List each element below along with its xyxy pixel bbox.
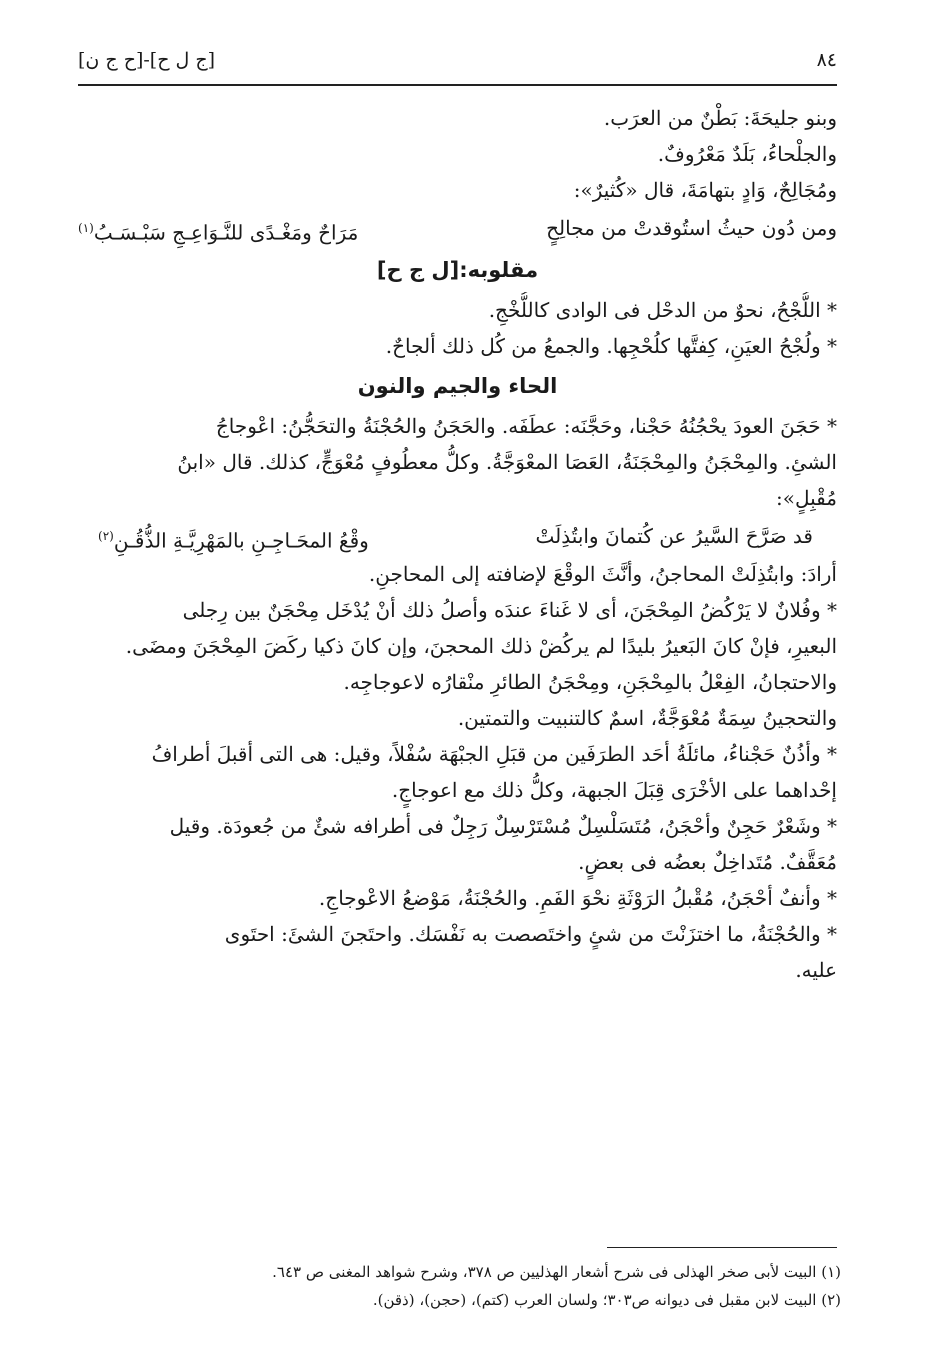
text-line: أرادَ: وابتُذِلَتْ المحاجنُ، وأنَّثَ الوقْعَ لإضافته إلى المحاجنِ. (368, 562, 837, 586)
footnote: (١) البيت لأبى صخر الهذلى فى شرح أشعار الهذليين ص ٣٧٨، وشرح شواهد المغنى ص ٦٤٣. (272, 1263, 841, 1281)
footnote: (٢) البيت لابن مقبل فى ديوانه ص٣٠٣؛ ولسان العرب (كتم)، (حجن)، (ذقن). (372, 1291, 841, 1309)
verse-hemistich-second (78, 208, 358, 248)
header-rule (78, 84, 837, 86)
text-line: * حَجَنَ العودَ يحْجُنُهُ حَجْنا، وحَجَّنَه: عطَفَه. والحَجَنُ والحُجْنَةُ والتحَجُّنُ: اعْوجاجُ (215, 414, 837, 438)
text-line: والاحتجانُ، الفِعْلُ بالمِحْجَنِ، ومِحْجَنُ الطائرِ منْقارُه لاعوجاجِه. (343, 670, 837, 694)
verse-line (78, 516, 837, 556)
text-line: * وفُلانٌ لا يَرْكُضُ المِحْجَنَ، أى لا غَناءَ عندَه وأصلُ ذلك أنْ يُدْخَل مِحْجَنٌ بين رِجلى (182, 598, 837, 622)
text-line: والجلْحاءُ، بَلَدٌ مَعْرُوفٌ. (657, 142, 837, 166)
page-header (78, 42, 837, 78)
verse-hemistich-second (98, 516, 369, 556)
footnote-marker: (٢) (98, 529, 114, 543)
footnote-rule (607, 1247, 837, 1248)
text-line: الشئِ. والمِحْجَنُ والمِحْجَنَةُ، العَصَا المعْوَجَّةُ. وكلُّ معطُوفٍ مُعْوَجٍّ، كذلك. قال «ابنُ (177, 450, 837, 474)
text-line: والتحجينُ سِمَةٌ مُعْوَجَّةٌ، اسمٌ كالتنبيت والتمتين. (457, 706, 837, 730)
text-line: * وشَعْرٌ حَجِنٌ وأحْجَنُ، مُتَسَلْسِلٌ مُسْتَرْسِلٌ رَجِلٌ فى أطرافه شئٌ من جُعودَة. وقيل (169, 814, 837, 838)
section-heading: الحاء والجيم والنون (357, 374, 558, 398)
page-number: ٨٤ (816, 49, 837, 71)
text-line: * وأذُنٌ حَجْناءُ، مائلَةُ أحَد الطرَفَين من قبَلِ الجبْهَة سُفْلاً، وقيل: هى التى أقبلَ أطرافُ (151, 742, 837, 766)
running-head: [ج ل ح]-[ح ج ن] (78, 49, 216, 71)
text-line: ومُجَالِحٌ، وَادٍ بتهامَةَ، قال «كُثيرٌ»: (573, 178, 837, 202)
verse-hemistich-first: قد صَرَّحَ السَّيرُ عن كُتمانَ وابتُذِلَتْ (535, 524, 813, 548)
verse-hemistich-first: ومن دُون حيثُ استُوقدتْ من مجالِحٍ (546, 216, 837, 240)
text-line: * وأنفٌ أحْجَنُ، مُقْبلُ الرَوْثَةِ نحْوَ الفَمِ. والحُجْنَةُ، مَوْضعُ الاعْوجاجِ. (318, 886, 837, 910)
text-line: البعيرِ، فإنْ كانَ البَعيرُ بليدًا لم يركُضْ ذلك المحجنَ، وإن كانَ ذكيا ركَضَ المِحْجَنَ ومضَى. (125, 634, 837, 658)
section-heading: مقلوبه:[ل ج ح] (376, 258, 539, 282)
footnote-marker: (١) (78, 221, 94, 235)
text-line: * ولُجْحُ العيَنِ، كِفتَّها كلُحْجِها. والجمعُ من كُل ذلك ألجاحٌ. (385, 334, 837, 358)
verse-line (78, 208, 837, 248)
main-text (78, 100, 837, 988)
text-line: عليه. (795, 958, 837, 982)
text-line: * والحُجْنَةُ، ما اختزَنْتَ من شئٍ واختَصصت به نَفْسَك. واحتَجنَ الشئَ: احتَوى (224, 922, 837, 946)
verse-hemistich-text: مَرَاحٌ ومَغْـدًى للنَّـوَاعِـجِ سَبْـسَـبُ (93, 220, 359, 245)
text-line: إحْداهما على الأخْرَى قِبَلَ الجبهة، وكلُّ ذلك مع اعوجاجٍ. (391, 778, 837, 802)
text-line: * اللُّجْحُ، نحوٌ من الدحْل فى الوادى كاللُّخْجِ. (488, 298, 837, 322)
verse-hemistich-text: وقْعُ المحَـاجِـنِ بالمَهْرِيَّـةِ الذُّقُـنِ (113, 528, 369, 553)
text-line: وبنو جليحَةَ: بَطْنٌ من العرَب. (603, 106, 837, 130)
footnotes (78, 1258, 841, 1314)
text-line: مُعَقَّفٌ. مُتَداخِلٌ بعضُه فى بعضٍ. (578, 850, 837, 874)
text-line: مُقْبِلٍ»: (776, 486, 837, 510)
